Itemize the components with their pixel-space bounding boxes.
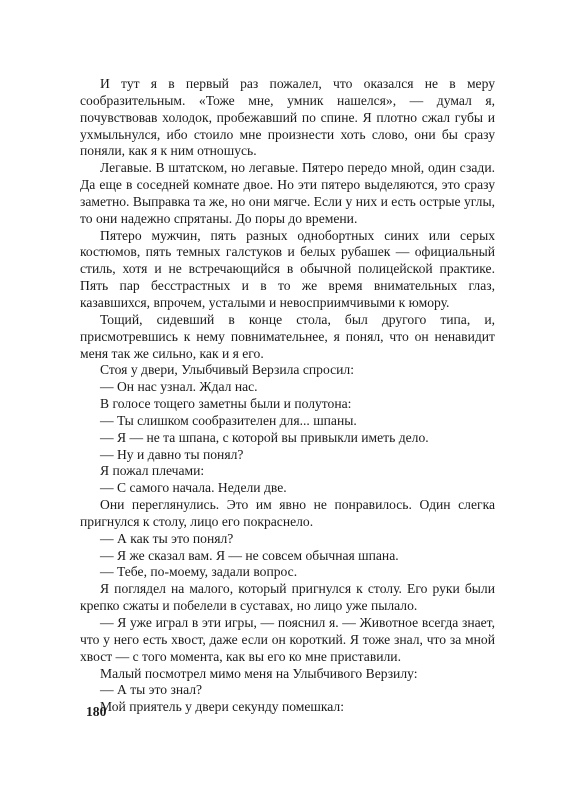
dialogue-line: — Он нас узнал. Ждал нас. [100,379,258,395]
paragraph: В голосе тощего заметны были и полутона: [100,396,352,412]
paragraph: Я пожал плечами: [100,463,205,479]
dialogue-line: — Тебе, по-моему, задали вопрос. [100,564,298,580]
dialogue-line: — Ты слишком сообразителен для... шпаны. [100,412,357,428]
dialogue-line: — Я же сказал вам. Я — не совсем обычная шпана. [100,547,399,563]
paragraph: Малый посмотрел мимо меня на Улыбчивого Верзилу: [100,665,418,681]
paragraph: Стоя у двери, Улыбчивый Верзила спросил: [100,362,354,378]
dialogue-line: — А как ты это понял? [100,530,234,546]
dialogue-line: — Я — не та шпана, с которой вы привыкли иметь дело. [100,429,429,445]
paragraph: Тощий, сидевший в конце стола, был другого типа, и, присмотревшись к нему повнимательнее, я понял, что он ненавидит меня так же сильно, как и я его. [80,311,495,361]
paragraph: Легавые. В штатском, но легавые. Пятеро передо мной, один сзади. Да еще в соседней комнате двое. Но эти пятеро выделяются, это сразу заметно. Выправка та же, но они мягче. Если у них и есть острые углы, то они надежно спрятаны. До поры до времени. [80,160,495,226]
paragraph: Мой приятель у двери секунду помешкал: [100,699,344,715]
paragraph: И тут я в первый раз пожалел, что оказался не в меру сообразительным. «Тоже мне, умник нашелся», — думал я, почувствовав холодок, пробежавший по спине. Я плотно сжал губы и ухмыльнулся, ибо стоило мне произнести хоть слово, они бы сразу поняли, как я к ним отношусь. [80,76,495,159]
paragraph: Они переглянулись. Это им явно не понравилось. Один слегка пригнулся к столу, лицо его покраснело. [80,497,495,529]
paragraph: Я поглядел на малого, который пригнулся к столу. Его руки были крепко сжаты и побелели в суставах, но лицо уже пылало. [80,581,495,614]
dialogue-line: — Я уже играл в эти игры, — пояснил я. — Животное всегда знает, что у него есть хвост, даже если он короткий. Я тоже знал, что за мной хвост — с того момента, как вы его ко мне приставили. [80,615,495,664]
page-number: 180 [86,704,107,719]
paragraph: Пятеро мужчин, пять разных однобортных синих или серых костюмов, пять темных галстуков и белых рубашек — официальный стиль, хотя и не встречающийся в обычной полицейской практике. Пять пар бесстрастных и в то же время внимательных глаз, казавшихся, впрочем, усталыми и невосприимчивыми к юмору. [80,227,495,310]
dialogue-line: — Ну и давно ты понял? [100,446,244,462]
page-body [80,76,495,716]
dialogue-line: — А ты это знал? [100,682,203,698]
dialogue-line: — С самого начала. Недели две. [100,480,287,496]
